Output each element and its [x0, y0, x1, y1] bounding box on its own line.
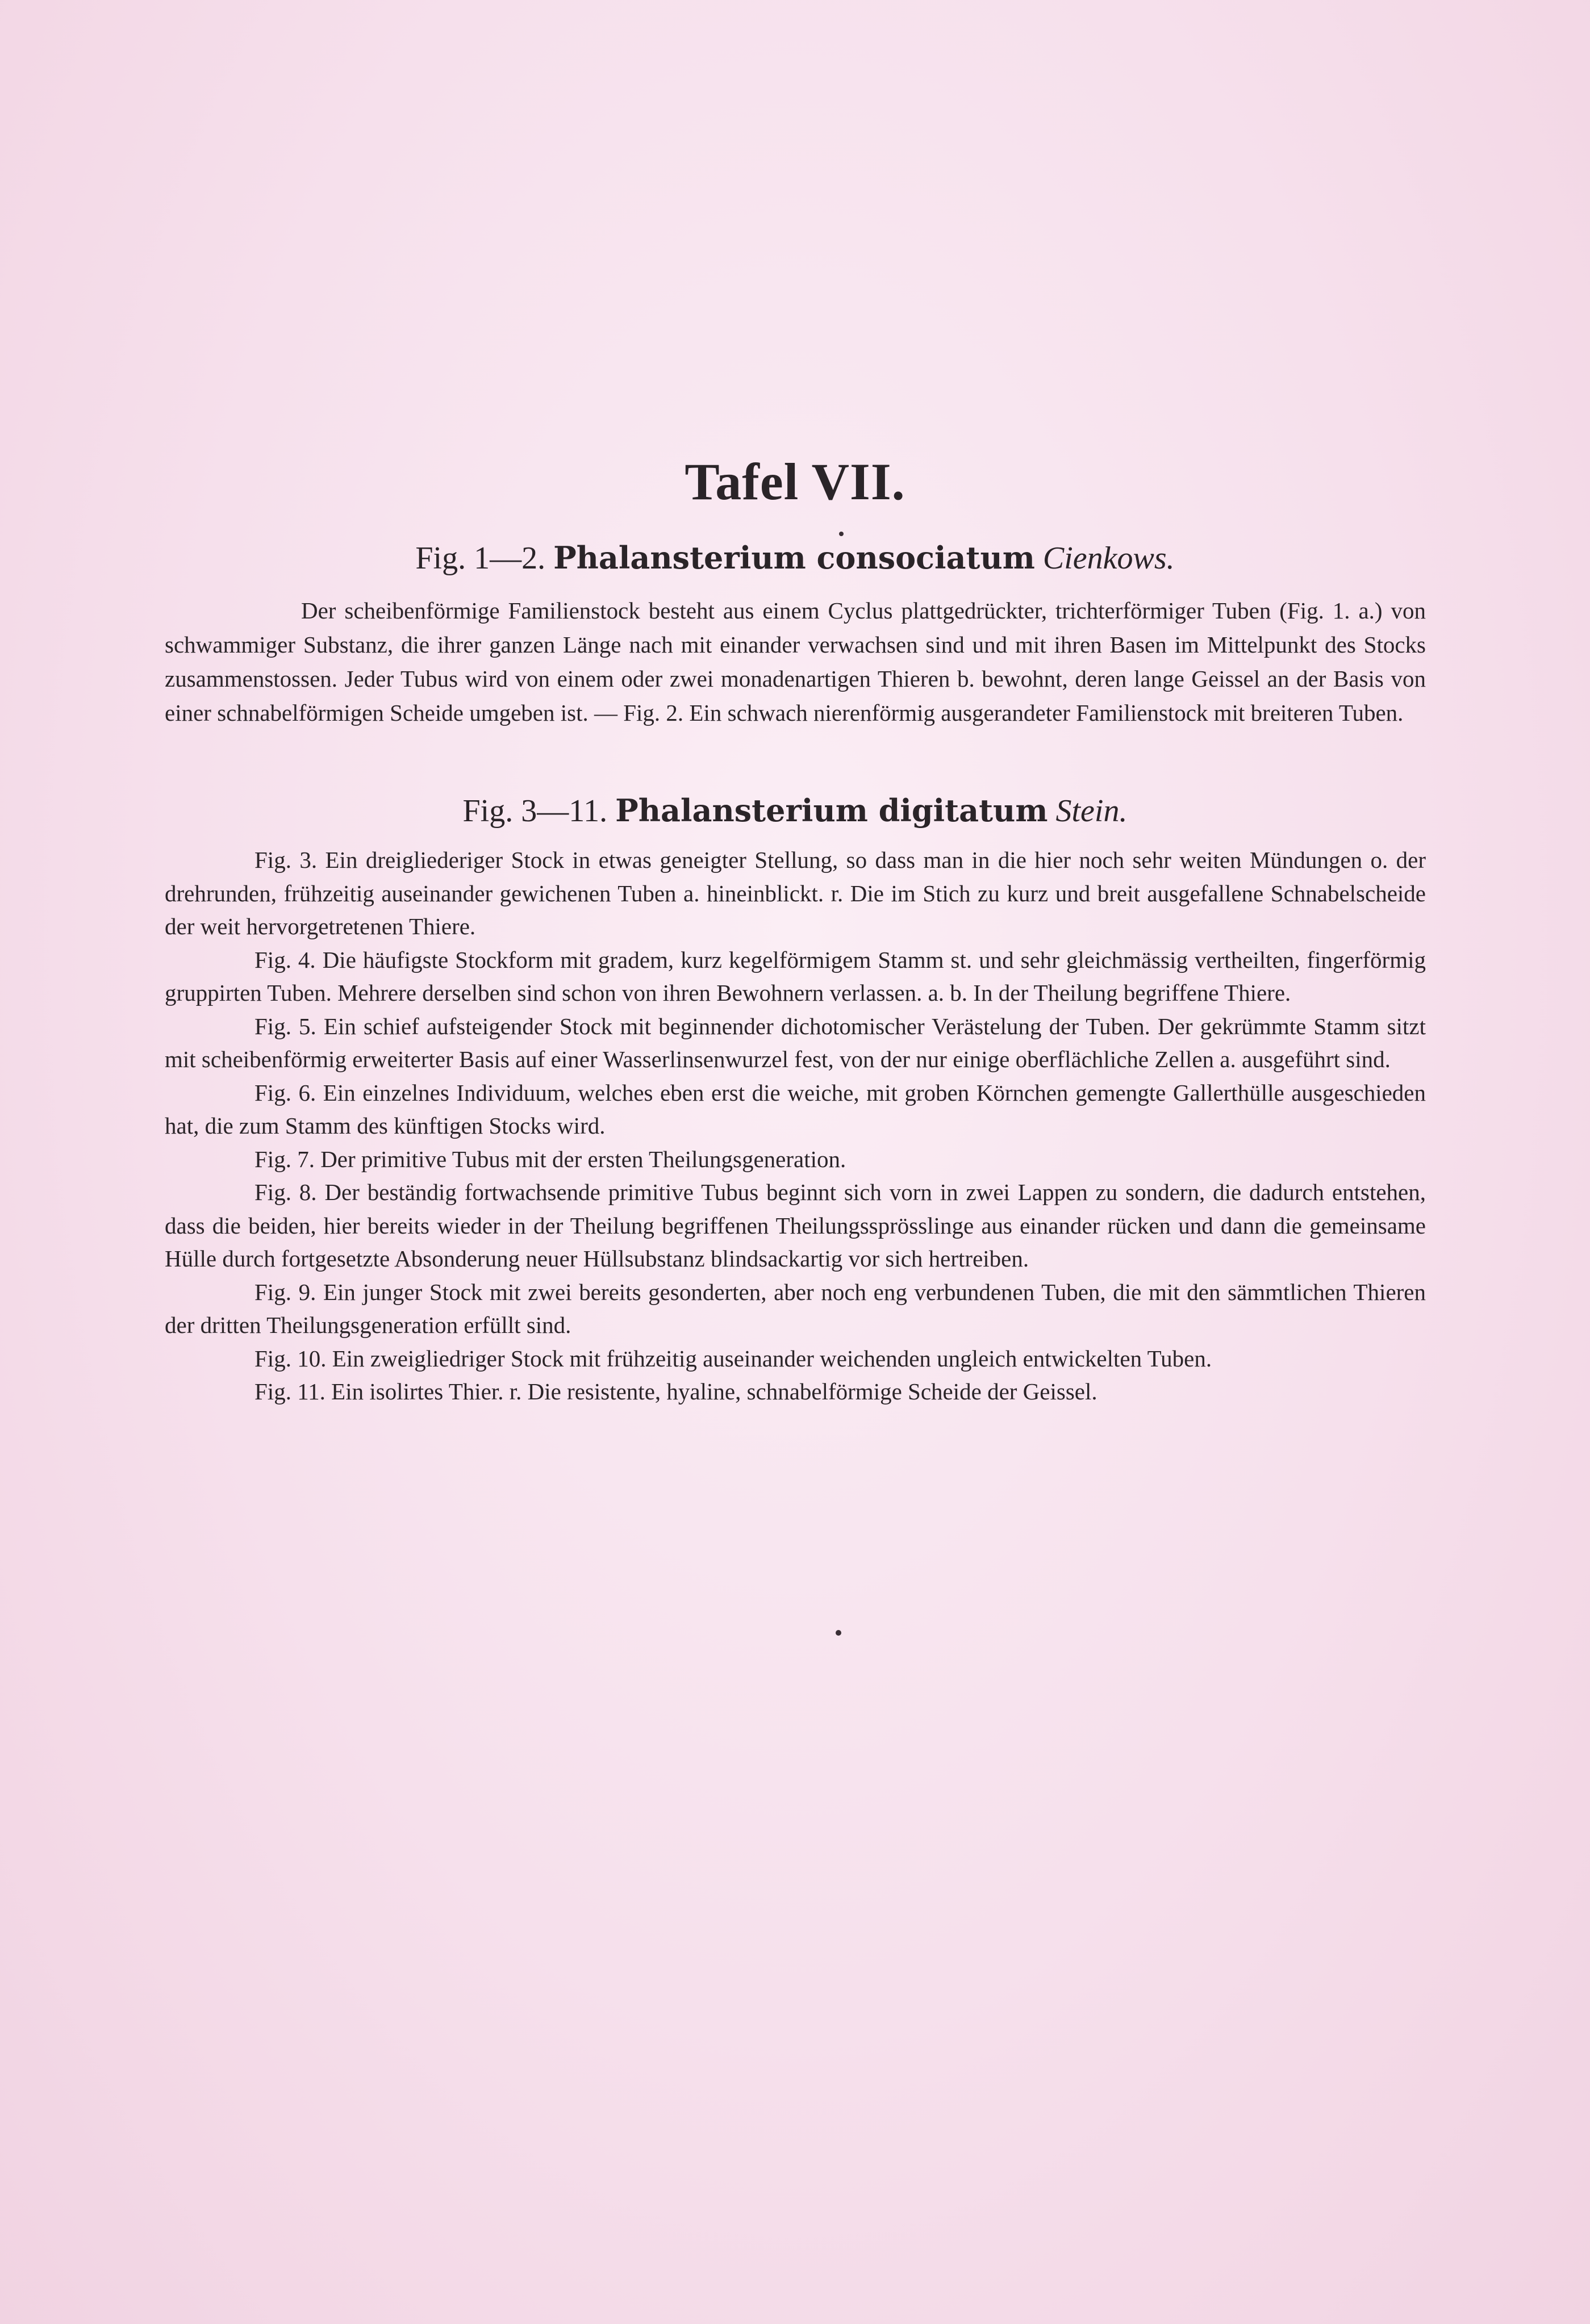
section-heading-digitatum: [0, 792, 1590, 829]
legend-label: Fig. 11.: [254, 1378, 325, 1405]
legend-entry-fig-3: [165, 843, 1426, 943]
speck-1: [839, 532, 844, 536]
species-author: Cienkows.: [1042, 541, 1175, 576]
legend-text: Der beständig fortwachsende primitive Tubus beginnt sich vorn in zwei Lappen zu sondern, die dadurch entstehen, dass die beiden, hier bereits wieder in der Theilung begriffenen Theilungssprösslinge aus einander rücken und dann die gemeinsame Hülle durch fortgesetzte Absonderung neuer Hüllsubstanz blindsackartig vor sich hertreiben.: [165, 1179, 1426, 1272]
legend-label: Fig. 10.: [254, 1345, 327, 1372]
legend-entry-fig-10: [165, 1342, 1426, 1376]
legend-label: Fig. 7.: [254, 1146, 315, 1172]
legend-label: Fig. 4.: [254, 946, 316, 973]
legend-label: Fig. 3.: [254, 847, 318, 873]
section-description-consociatum: Der scheibenförmige Familienstock besteht aus einem Cyclus plattgedrückter, trichterförmiger Tuben (Fig. 1. a.) von schwammiger Substanz, die ihrer ganzen Länge nach mit einander verwachsen sind und mit ihren Basen im Mittelpunkt des Stocks zusammenstossen. Jeder Tubus wird von einem oder zwei monadenartigen Thieren b. bewohnt, deren lange Geissel an der Basis von einer schnabelförmigen Scheide umgeben ist. — Fig. 2. Ein schwach nierenförmig ausgerandeter Familienstock mit breiteren Tuben.: [165, 597, 1426, 726]
legend-label: Fig. 8.: [254, 1179, 317, 1205]
legend-text: Ein isolirtes Thier. r. Die resistente, hyaline, schnabelförmige Scheide der Geissel.: [331, 1378, 1097, 1405]
figure-legend-list: [165, 843, 1426, 1408]
legend-text: Ein zweigliedriger Stock mit frühzeitig auseinander weichenden ungleich entwickelten Tuben.: [332, 1345, 1212, 1372]
legend-label: Fig. 9.: [254, 1278, 316, 1305]
species-author: Stein.: [1055, 793, 1128, 829]
legend-entry-fig-6: [165, 1076, 1426, 1143]
legend-entry-fig-5: [165, 1010, 1426, 1076]
legend-entry-fig-11: [165, 1375, 1426, 1408]
speck-2: [836, 1630, 841, 1636]
legend-label: Fig. 6.: [254, 1079, 316, 1106]
legend-label: Fig. 5.: [254, 1013, 316, 1039]
figure-range: Fig. 1—2.: [415, 541, 546, 576]
species-name: Phalansterium digitatum: [615, 792, 1048, 829]
section-heading-consociatum: [0, 540, 1590, 576]
legend-text: Ein junger Stock mit zwei bereits gesonderten, aber noch eng verbundenen Tuben, die mit den sämmtlichen Thieren der dritten Theilungsgeneration erfüllt sind.: [165, 1278, 1426, 1338]
figure-range: Fig. 3—11.: [462, 793, 608, 829]
legend-text: Ein einzelnes Individuum, welches eben erst die weiche, mit groben Körnchen gemengte Gallerthülle ausgeschieden hat, die zum Stamm des künftigen Stocks wird.: [165, 1079, 1426, 1139]
legend-text: Ein schief aufsteigender Stock mit beginnender dichotomischer Verästelung der Tuben. Der gekrümmte Stamm sitzt mit scheibenförmig erweiterter Basis auf einer Wasserlinsenwurzel fest, von der nur einige oberflächliche Zellen a. ausgeführt sind.: [165, 1013, 1426, 1072]
legend-entry-fig-4: [165, 943, 1426, 1010]
plate-title: Tafel VII.: [685, 453, 905, 511]
species-name: Phalansterium consociatum: [553, 540, 1035, 576]
legend-entry-fig-9: [165, 1276, 1426, 1342]
legend-entry-fig-7: [165, 1143, 1426, 1176]
legend-text: Der primitive Tubus mit der ersten Theilungsgeneration.: [320, 1146, 846, 1172]
legend-text: Die häufigste Stockform mit gradem, kurz kegelförmigem Stamm st. und sehr gleichmässig vertheilten, fingerförmig gruppirten Tuben. Mehrere derselben sind schon von ihren Bewohnern verlassen. a. b. In der Theilung begriffene Thiere.: [165, 946, 1426, 1006]
legend-text: Ein dreigliederiger Stock in etwas geneigter Stellung, so dass man in die hier noch sehr weiten Mündungen o. der drehrunden, frühzeitig auseinander gewichenen Tuben a. hineinblickt. r. Die im Stich zu kurz und breit ausgefallene Schnabelscheide der weit hervorgetretenen Thiere.: [165, 847, 1426, 939]
legend-entry-fig-8: [165, 1176, 1426, 1276]
